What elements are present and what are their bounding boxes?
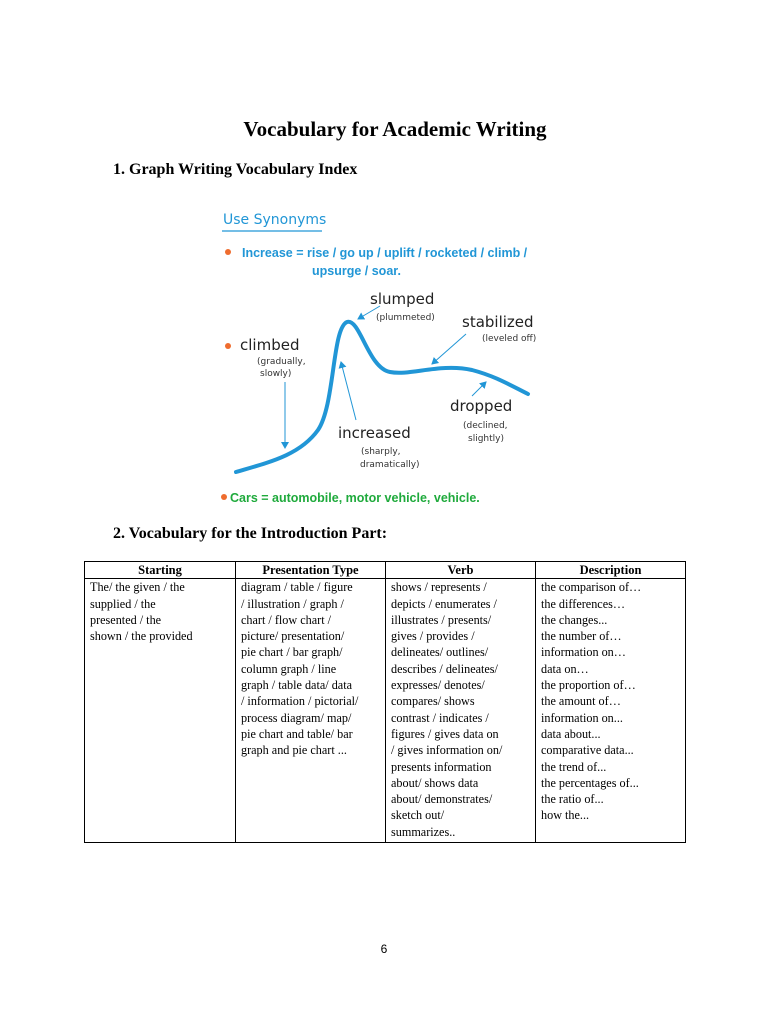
cell-line: pie chart and table/ bar [241, 726, 353, 741]
arrow-stabilized-icon [432, 334, 466, 364]
cell-line: information on... [541, 710, 623, 725]
cell-line: comparative data... [541, 743, 634, 758]
cars-bullet-icon [221, 494, 227, 500]
cell-line: gives / provides / [391, 629, 475, 644]
cell-verb [386, 579, 536, 843]
table-header-row [85, 562, 686, 579]
cell-line: depicts / enumerates / [391, 596, 497, 611]
cell-line: shows / represents / [391, 580, 487, 595]
cell-line: shown / the provided [90, 629, 193, 644]
cell-line: data about... [541, 726, 601, 741]
section-heading-introduction-vocabulary: 2. Vocabulary for the Introduction Part: [113, 525, 388, 542]
cell-line: / information / pictorial/ [241, 694, 359, 709]
cell-line: the differences… [541, 596, 626, 611]
cell-line: the proportion of… [541, 678, 636, 693]
increase-synonyms-line1: Increase = rise / go up / uplift / rocketed / climb / [242, 246, 528, 260]
note-increased-2: dramatically) [360, 460, 420, 470]
cell-line: graph / table data/ data [241, 678, 352, 693]
cell-line: graph and pie chart ... [241, 743, 347, 758]
cell-line: contrast / indicates / [391, 710, 489, 725]
cell-description [536, 579, 686, 843]
cell-line: / gives information on/ [391, 743, 503, 758]
increase-bullet-icon [225, 249, 231, 255]
header-description: Description [536, 562, 686, 579]
climbed-bullet-icon [225, 343, 231, 349]
cell-line: delineates/ outlines/ [391, 645, 489, 660]
cell-starting [85, 579, 236, 843]
cell-line: the ratio of... [541, 792, 604, 807]
section-heading-graph-vocabulary: 1. Graph Writing Vocabulary Index [113, 161, 358, 178]
header-verb: Verb [386, 562, 536, 579]
cell-line: the comparison of… [541, 580, 642, 595]
cell-line: data on… [541, 661, 589, 676]
arrow-increased-icon [341, 362, 356, 420]
label-dropped: dropped [450, 397, 513, 415]
label-slumped: slumped [370, 290, 435, 308]
cell-line: information on… [541, 645, 626, 660]
cell-line: illustrates / presents/ [391, 612, 492, 627]
header-starting: Starting [85, 562, 236, 579]
note-slumped: (plummeted) [376, 313, 435, 323]
note-climbed-1: (gradually, [257, 357, 306, 367]
note-increased-1: (sharply, [361, 447, 401, 457]
cell-presentation-type [236, 579, 386, 843]
page-number: 6 [380, 942, 388, 956]
cell-line: expresses/ denotes/ [391, 678, 485, 693]
arrow-dropped-icon [472, 382, 486, 396]
label-increased: increased [338, 424, 411, 442]
note-dropped-2: slightly) [468, 434, 504, 444]
cell-line: figures / gives data on [391, 726, 499, 741]
cell-line: describes / delineates/ [391, 661, 498, 676]
header-presentation-type: Presentation Type [236, 562, 386, 579]
cell-line: presents information [391, 759, 492, 774]
cell-line: how the... [541, 808, 590, 823]
cell-line: summarizes.. [391, 824, 456, 839]
cell-line: supplied / the [90, 596, 156, 611]
graph-vocabulary-figure [210, 200, 570, 520]
label-stabilized: stabilized [462, 313, 534, 331]
figure-heading: Use Synonyms [223, 212, 327, 228]
cell-line: the number of… [541, 629, 622, 644]
cell-line: about/ demonstrates/ [391, 792, 493, 807]
table-row [85, 579, 686, 843]
note-stabilized: (leveled off) [482, 334, 537, 344]
cell-line: the changes... [541, 612, 608, 627]
label-climbed: climbed [240, 336, 300, 354]
cell-line: diagram / table / figure [241, 580, 353, 595]
cell-line: The/ the given / the [90, 580, 185, 595]
cell-line: sketch out/ [391, 808, 445, 823]
cell-line: process diagram/ map/ [241, 710, 352, 725]
cell-line: presented / the [90, 612, 162, 627]
introduction-vocabulary-table [84, 561, 686, 843]
note-climbed-2: slowly) [260, 369, 292, 379]
cell-line: / illustration / graph / [241, 596, 344, 611]
cars-synonyms-line: Cars = automobile, motor vehicle, vehicle. [230, 491, 480, 505]
cell-line: pie chart / bar graph/ [241, 645, 343, 660]
note-dropped-1: (declined, [463, 421, 508, 431]
increase-synonyms-line2: upsurge / soar. [312, 264, 401, 278]
cell-line: compares/ shows [391, 694, 475, 709]
page-title: Vocabulary for Academic Writing [243, 117, 547, 141]
cell-line: the trend of... [541, 759, 607, 774]
cell-line: about/ shows data [391, 775, 479, 790]
cell-line: column graph / line [241, 661, 337, 676]
cell-line: chart / flow chart / [241, 612, 332, 627]
cell-line: the percentages of... [541, 775, 639, 790]
cell-line: the amount of… [541, 694, 621, 709]
cell-line: picture/ presentation/ [241, 629, 345, 644]
